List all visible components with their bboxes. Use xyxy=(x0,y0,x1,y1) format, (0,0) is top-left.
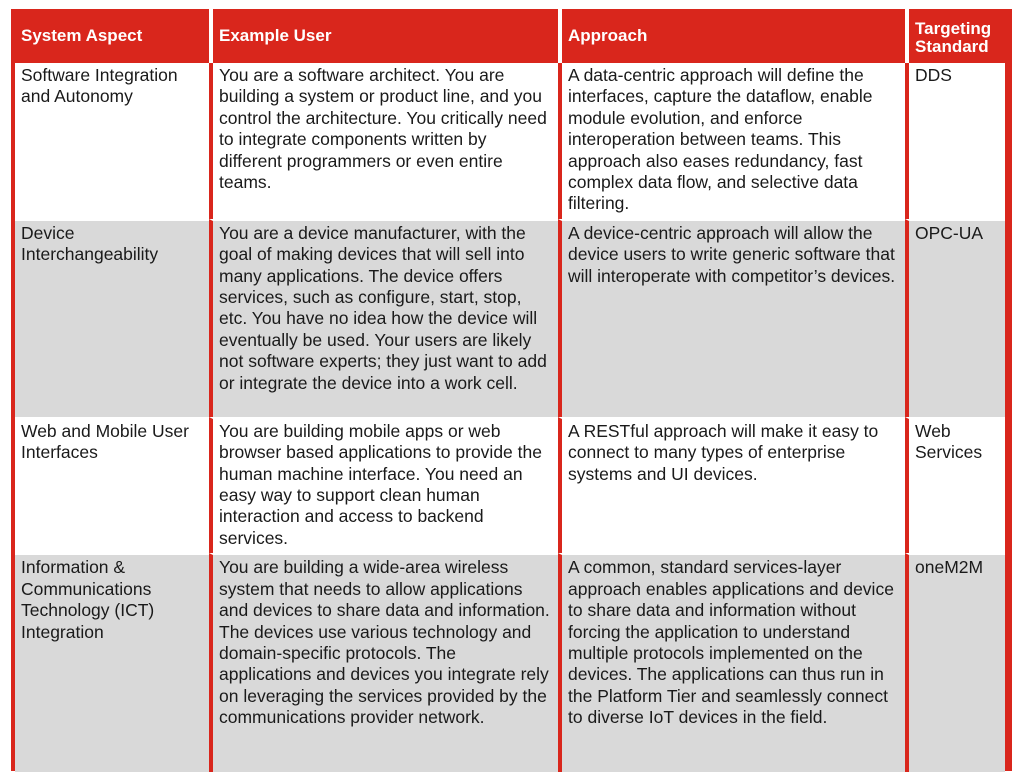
table-row xyxy=(15,63,1005,219)
header-example-user: Example User xyxy=(209,9,558,63)
cell-approach: A device-centric approach will allow the device users to write generic software that will interoperate with competitor’s devices. xyxy=(558,219,905,417)
header-approach: Approach xyxy=(558,9,905,63)
header-row xyxy=(15,9,1005,63)
cell-example-user: You are a device manufacturer, with the goal of making devices that will sell into many applications. The device offers services, such as configure, start, stop, etc. You have no idea how the device will eventually be used. Your users are likely not software experts; they just want to add or integrate the device into a work cell. xyxy=(209,219,558,417)
table-row xyxy=(15,553,1005,772)
table-row xyxy=(15,219,1005,417)
cell-approach: A data-centric approach will define the interfaces, capture the dataflow, enable module evolution, and enforce interoperation between teams. This approach also eases redundancy, fast complex data flow, and selective data filtering. xyxy=(558,63,905,219)
cell-system-aspect: Software Integration and Autonomy xyxy=(15,63,209,219)
cell-system-aspect: Information & Communications Technology (ICT) Integration xyxy=(15,553,209,772)
cell-system-aspect: Web and Mobile User Interfaces xyxy=(15,417,209,553)
cell-example-user: You are building mobile apps or web browser based applications to provide the human machine interface. You need an easy way to support clean human interaction and access to backend services. xyxy=(209,417,558,553)
cell-example-user: You are a software architect. You are building a system or product line, and you control the architecture. You critically need to integrate components written by different programmers or even entire teams. xyxy=(209,63,558,219)
cell-example-user: You are building a wide-area wireless system that needs to allow applications and devices to share data and information. The devices use various technology and domain-specific protocols. The applications and devices you integrate rely on leveraging the services provided by the communications provider network. xyxy=(209,553,558,772)
cell-standard: oneM2M xyxy=(905,553,1005,772)
header-targeting-standard: Targeting Standard xyxy=(905,9,1005,63)
cell-standard: DDS xyxy=(905,63,1005,219)
header-system-aspect: System Aspect xyxy=(15,9,209,63)
cell-standard: OPC-UA xyxy=(905,219,1005,417)
cell-system-aspect: Device Interchangeability xyxy=(15,219,209,417)
cell-approach: A common, standard services-layer approach enables applications and device to share data and information without forcing the application to understand multiple protocols implemented on the devices. The applications can thus run in the Platform Tier and seamlessly connect to diverse IoT devices in the field. xyxy=(558,553,905,772)
table-row xyxy=(15,417,1005,553)
cell-standard: Web Services xyxy=(905,417,1005,553)
cell-approach: A RESTful approach will make it easy to connect to many types of enterprise systems and UI devices. xyxy=(558,417,905,553)
standards-comparison-table xyxy=(15,9,1005,772)
comparison-table-container xyxy=(11,9,1012,771)
